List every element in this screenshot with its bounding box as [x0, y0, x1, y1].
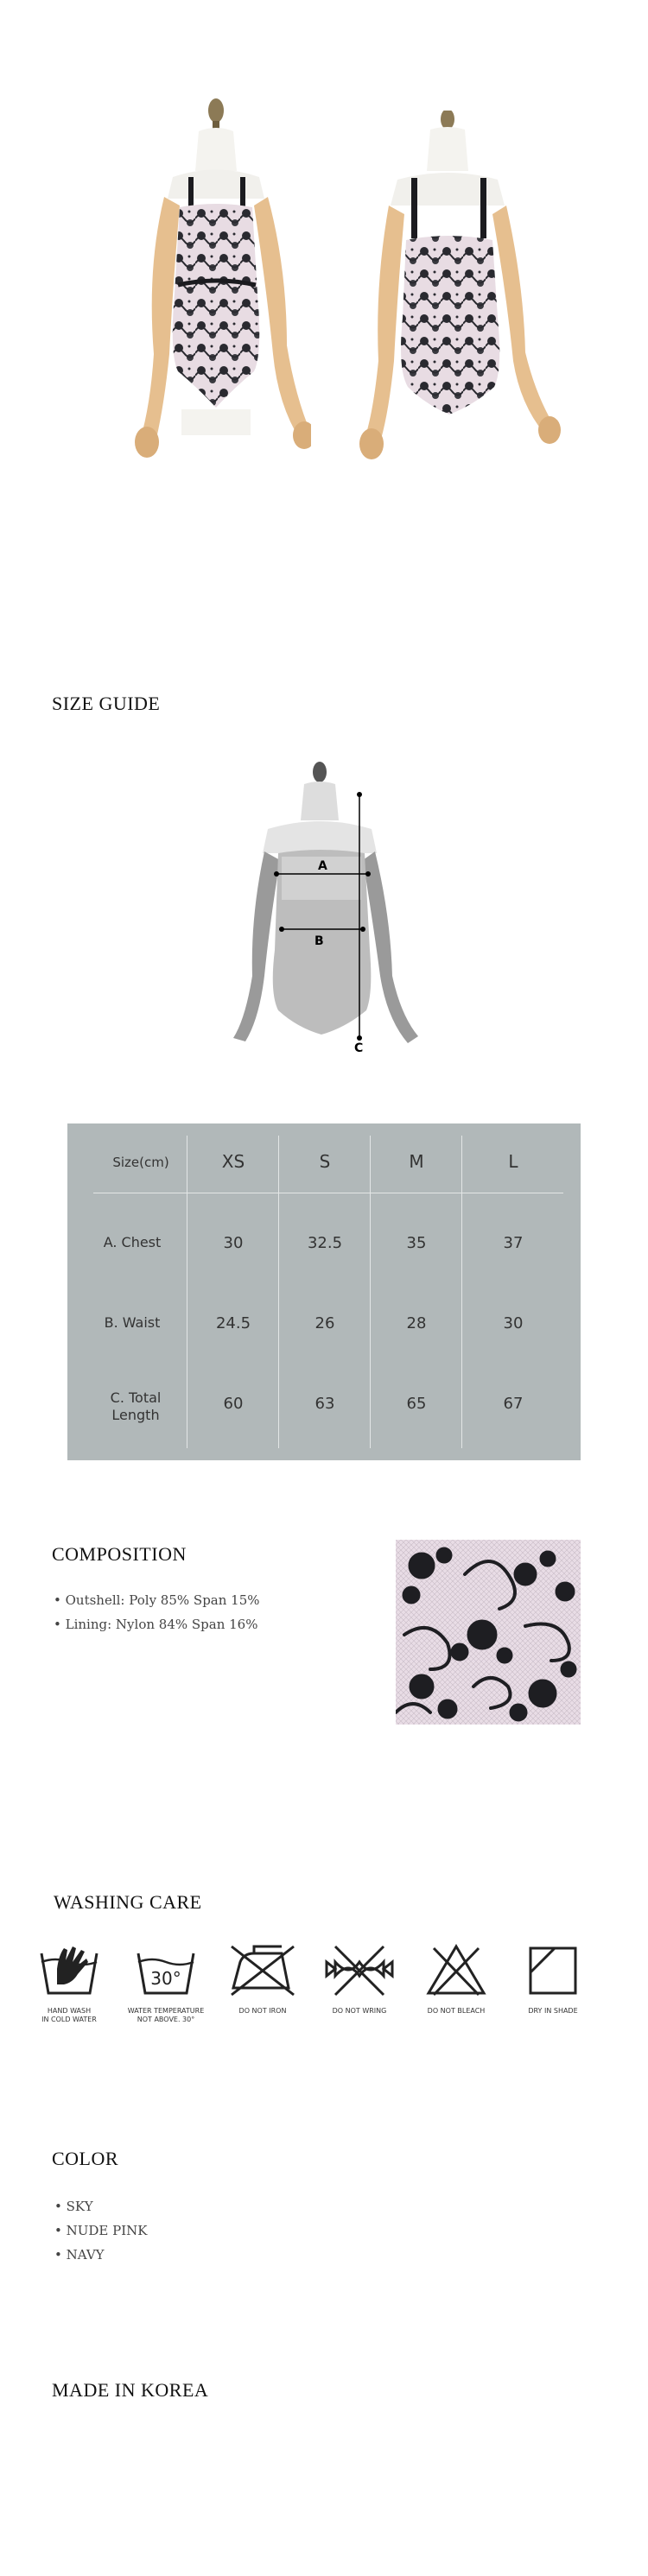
label-c: C [354, 1041, 364, 1054]
color-item: • NAVY [54, 2247, 105, 2263]
color-item: • NUDE PINK [54, 2223, 148, 2238]
origin-heading: MADE IN KOREA [52, 2379, 209, 2401]
hand-wash-icon [38, 1943, 100, 1998]
do-not-wring-icon [323, 1943, 396, 1998]
size-guide-heading: SIZE GUIDE [52, 693, 161, 714]
composition-heading: COMPOSITION [52, 1543, 187, 1565]
cell-length-s: 63 [314, 1395, 335, 1413]
color-item: • SKY [54, 2199, 93, 2214]
table-header-m: M [409, 1151, 424, 1172]
cell-waist-m: 28 [406, 1314, 427, 1332]
composition-item: • Lining: Nylon 84% Span 16% [54, 1617, 258, 1632]
product-photo-front [60, 95, 311, 475]
row-label-length: C. Total Length [110, 1389, 162, 1423]
cell-waist-l: 30 [503, 1314, 524, 1332]
care-label: HAND WASH IN COLD WATER [41, 2007, 97, 2023]
cell-chest-m: 35 [406, 1234, 427, 1252]
cell-waist-xs: 24.5 [215, 1314, 251, 1332]
table-header-s: S [319, 1151, 331, 1172]
color-heading: COLOR [52, 2148, 119, 2169]
washing-care-heading: WASHING CARE [54, 1891, 202, 1913]
cell-length-m: 65 [406, 1395, 427, 1413]
care-label: DO NOT BLEACH [427, 2007, 486, 2015]
fabric-swatch [396, 1540, 581, 1725]
table-header-l: L [508, 1151, 518, 1172]
dry-in-shade-icon [525, 1943, 581, 1998]
do-not-iron-icon [228, 1943, 297, 1998]
wash-30-icon [135, 1943, 197, 1998]
care-no-iron [219, 1943, 306, 2016]
care-no-bleach [413, 1943, 499, 2016]
label-a: A [318, 859, 327, 873]
cell-chest-xs: 30 [223, 1234, 244, 1252]
care-label: DRY IN SHADE [528, 2007, 578, 2015]
cell-waist-s: 26 [314, 1314, 335, 1332]
care-label: WATER TEMPERATURE NOT ABOVE. 30° [127, 2007, 205, 2023]
wash-temp: 30° [150, 1968, 181, 1989]
table-col-divider [370, 1136, 371, 1448]
table-header-size: Size(cm) [112, 1155, 169, 1170]
care-hand-wash [26, 1943, 112, 2024]
cell-chest-s: 32.5 [307, 1234, 343, 1252]
cell-length-l: 67 [503, 1395, 524, 1413]
care-no-wring [316, 1943, 403, 2016]
product-photo-back [328, 111, 588, 482]
table-col-divider [278, 1136, 279, 1448]
care-label: DO NOT IRON [238, 2007, 287, 2015]
row-label-waist: B. Waist [104, 1314, 161, 1331]
row-label-chest: A. Chest [103, 1234, 162, 1250]
care-dry-shade [510, 1943, 596, 2016]
table-col-divider [461, 1136, 462, 1448]
table-header-xs: XS [221, 1151, 245, 1172]
care-label: DO NOT WRING [332, 2007, 387, 2015]
size-table [67, 1123, 581, 1460]
do-not-bleach-icon [425, 1943, 487, 1998]
label-b: B [314, 934, 324, 948]
composition-item: • Outshell: Poly 85% Span 15% [54, 1592, 260, 1608]
cell-length-xs: 60 [223, 1395, 244, 1413]
care-wash-30 [123, 1943, 209, 2024]
size-guide-diagram [207, 760, 441, 1054]
cell-chest-l: 37 [503, 1234, 524, 1252]
